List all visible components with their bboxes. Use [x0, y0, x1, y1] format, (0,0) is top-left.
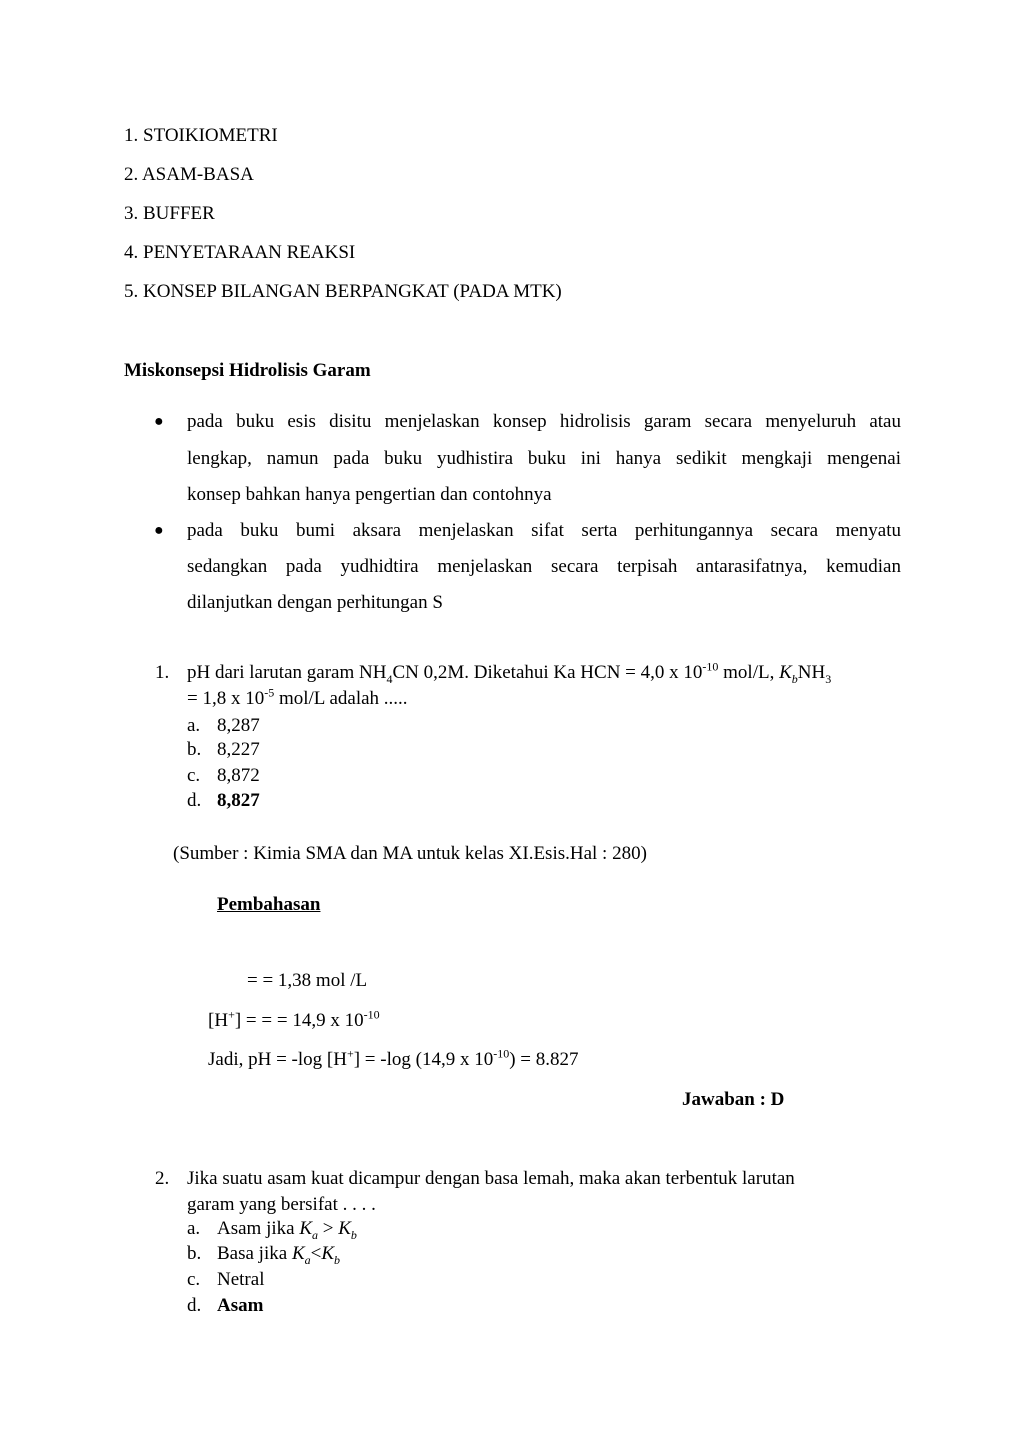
topic-3: 3. BUFFER: [124, 203, 215, 224]
q1-line-2: = 1,8 x $10^{-5}$ mol/L adalah .....: [187, 685, 408, 709]
q2-option-b: Basa jika $K_a<K_b$: [217, 1243, 341, 1267]
section-title: Miskonsepsi Hidrolisis Garam: [124, 360, 371, 381]
bullet-icon: ●: [154, 413, 164, 430]
bullet-2-line-3: dilanjutkan dengan perhitungan S: [187, 592, 443, 613]
q1-option-c-letter: c.: [187, 765, 201, 786]
q2-option-a-letter: a.: [187, 1218, 201, 1239]
q2-line-1: Jika suatu asam kuat dicampur dengan basa lemah, maka akan terbentuk larutan: [187, 1168, 795, 1189]
topic-5: 5. KONSEP BILANGAN BERPANGKAT (PADA MTK): [124, 281, 562, 302]
q1-source: (Sumber : Kimia SMA dan MA untuk kelas XI.Esis.Hal : 280): [173, 843, 647, 864]
bullet-icon: ●: [154, 522, 164, 539]
q2-option-c-letter: c.: [187, 1269, 201, 1290]
bullet-2-line-2: sedangkan pada yudhidtira menjelaskan secara terpisah antarasifatnya, kemudian: [187, 556, 901, 577]
q1-option-a-letter: a.: [187, 715, 201, 736]
calc-line-1: = = 1,38 mol /L: [247, 970, 368, 991]
q1-option-c: 8,872: [217, 765, 260, 786]
topic-2: 2. ASAM-BASA: [124, 164, 254, 185]
bullet-1-line-3: konsep bahkan hanya pengertian dan contohnya: [187, 484, 552, 505]
q1-option-d: 8,827: [217, 790, 260, 811]
q2-line-2: garam yang bersifat . . . .: [187, 1194, 376, 1215]
bullet-2-line-1: pada buku bumi aksara menjelaskan sifat serta perhitungannya secara menyatu: [187, 520, 901, 541]
q1-line-1: pH dari larutan garam $NH_4CN$ 0,2M. Diketahui Ka HCN = 4,0 x $10^{-10}$ mol/L, $K_bNH_3$: [187, 659, 832, 686]
calc-line-2: [H+] = = = 14,9 x $10^{-10}$: [208, 1007, 380, 1031]
q2-option-d-letter: d.: [187, 1295, 202, 1316]
q1-answer: Jawaban : D: [682, 1089, 785, 1110]
q1-option-b-letter: b.: [187, 739, 202, 760]
q2-option-a: Asam jika $K_a > K_b$: [217, 1218, 357, 1242]
q1-option-d-letter: d.: [187, 790, 202, 811]
q1-option-a: 8,287: [217, 715, 260, 736]
q2-option-d: Asam: [217, 1295, 264, 1316]
q1-number: 1.: [155, 662, 170, 683]
bullet-1-line-2: lengkap, namun pada buku yudhistira buku ini hanya sedikit mengkaji mengenai: [187, 448, 901, 469]
q2-option-c: Netral: [217, 1269, 265, 1290]
bullet-1-line-1: pada buku esis disitu menjelaskan konsep hidrolisis garam secara menyeluruh atau: [187, 411, 901, 432]
calc-line-3: Jadi, pH = -log [H+] = -log (14,9 x $10^{-10}) = 8.827$: [208, 1046, 579, 1070]
q2-number: 2.: [155, 1168, 170, 1189]
topic-4: 4. PENYETARAAN REAKSI: [124, 242, 356, 263]
q1-option-b: 8,227: [217, 739, 260, 760]
q2-option-b-letter: b.: [187, 1243, 202, 1264]
topic-1: 1. STOIKIOMETRI: [124, 125, 278, 146]
pembahasan-heading: Pembahasan: [217, 894, 321, 915]
